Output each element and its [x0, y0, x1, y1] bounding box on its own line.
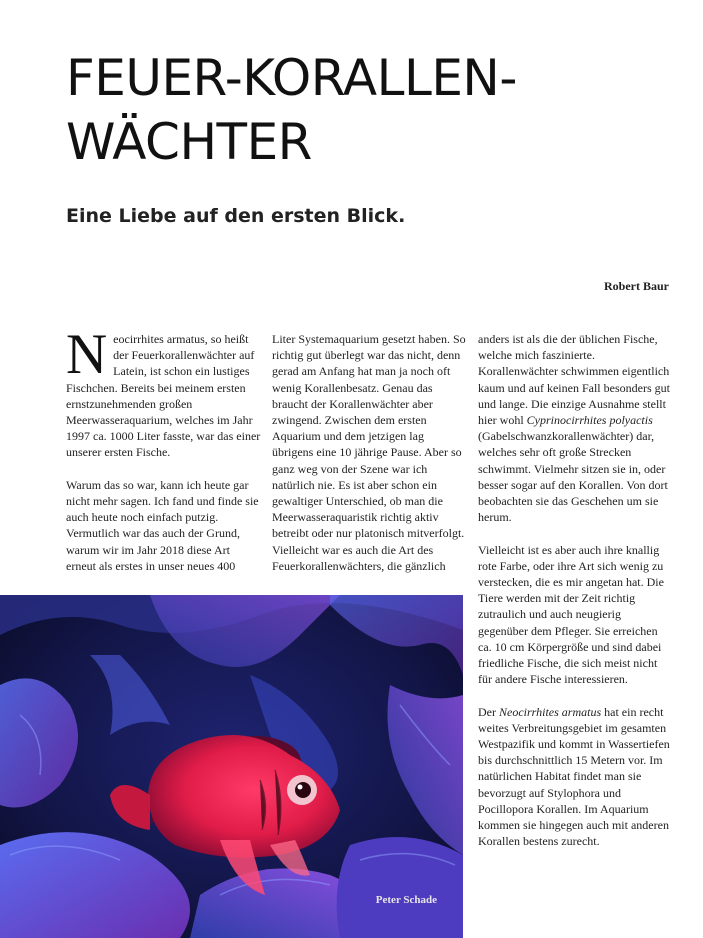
article-title: [66, 46, 666, 174]
species-name: Neocirrhites armatus: [499, 704, 602, 719]
paragraph: Liter Systemaquarium gesetzt haben. So richtig gut überlegt war das nicht, denn gerad am Anfang hat man ja noch oft wenig Korallenbesatz. Genau das braucht der Korallenwächter aber zwingend. Zwischen dem ersten Aquarium und dem jetzigen lag übrigens eine 10 jährige Pause. Aber so ganz weg von der Szene war ich natürlich nie. Es ist aber schon ein gewaltiger Unterschied, ob man die Meerwasseraquaristik richtig aktiv betreibt oder nur platonisch mitverfolgt. Vielleicht war es auch die Art des Feuerkorallenwächters, die gänzlich: [272, 332, 466, 573]
text-column-3: [478, 331, 673, 849]
title-line-2: WÄCHTER: [66, 113, 312, 171]
article-subtitle: Eine Liebe auf den ersten Blick.: [66, 205, 406, 227]
fish-photo: [0, 595, 463, 938]
paragraph: anders ist als die der üblichen Fische, welche mich faszinierte. Korallenwächter schwimmen eigentlich kaum und auf keinen Fall besonders gut und lange. Die einzige Ausnahme stellt hier wohl Cyprinocirrhites polyactis (Gabelschwanzkorallenwächter) dar, welches sehr oft große Strecken schwimmt. Vielmehr sitzen sie in, oder besser sogar auf den Korallen. Von dort beobachten sie das Geschehen um sie herum.: [478, 332, 670, 525]
paragraph: Warum das so war, kann ich heute gar nicht mehr sagen. Ich fand und finde sie auch heute noch einfach putzig. Vermutlich war das auch der Grund, warum wir im Jahr 2018 diese Art erneut als erstes in unser neues 400: [66, 477, 259, 573]
paragraph: Vielleicht ist es aber auch ihre knallig rote Farbe, oder ihre Art sich wenig zu verstecken, die es mir angetan hat. Die Tiere werden mit der Zeit richtig zutraulich und auch neugierig gegenüber dem Pfleger. Sie erreichen ca. 10 cm Körpergröße und sind dabei friedliche Fische, die sich meist nicht für andere Fische interessieren.: [478, 542, 664, 687]
coral-fish-illustration: [0, 595, 463, 938]
photo-credit: Peter Schade: [375, 894, 437, 906]
paragraph: Neocirrhites armatus, so heißt der Feuerkorallenwächter auf Latein, ist schon ein lustiges Fischchen. Bereits bei meinem ersten ernstzunehmenden großen Meerwasseraquarium, welches im Jahr 1997 ca. 1000 Liter fasste, war das einer unserer ersten Fische.: [66, 323, 261, 460]
paragraph: Der Neocirrhites armatus hat ein recht weites Verbreitungsgebiet im gesamten Westpazifik und kommt in Wassertiefen bis durchschnittlich 15 Metern vor. Im natürlichen Habitat findet man sie bevorzugt auf Stylophora und Pocillopora Korallen. Im Aquarium kommen sie hingegen auch mit anderen Korallen bestens zurecht.: [478, 704, 670, 849]
title-line-1: FEUER-KORALLEN-: [66, 49, 517, 107]
drop-cap: N: [66, 323, 108, 386]
author-byline: Robert Baur: [604, 279, 669, 293]
text-column-2: [272, 331, 467, 574]
text-column-1: [66, 323, 261, 574]
species-name: Cyprinocirrhites polyactis: [526, 413, 653, 428]
